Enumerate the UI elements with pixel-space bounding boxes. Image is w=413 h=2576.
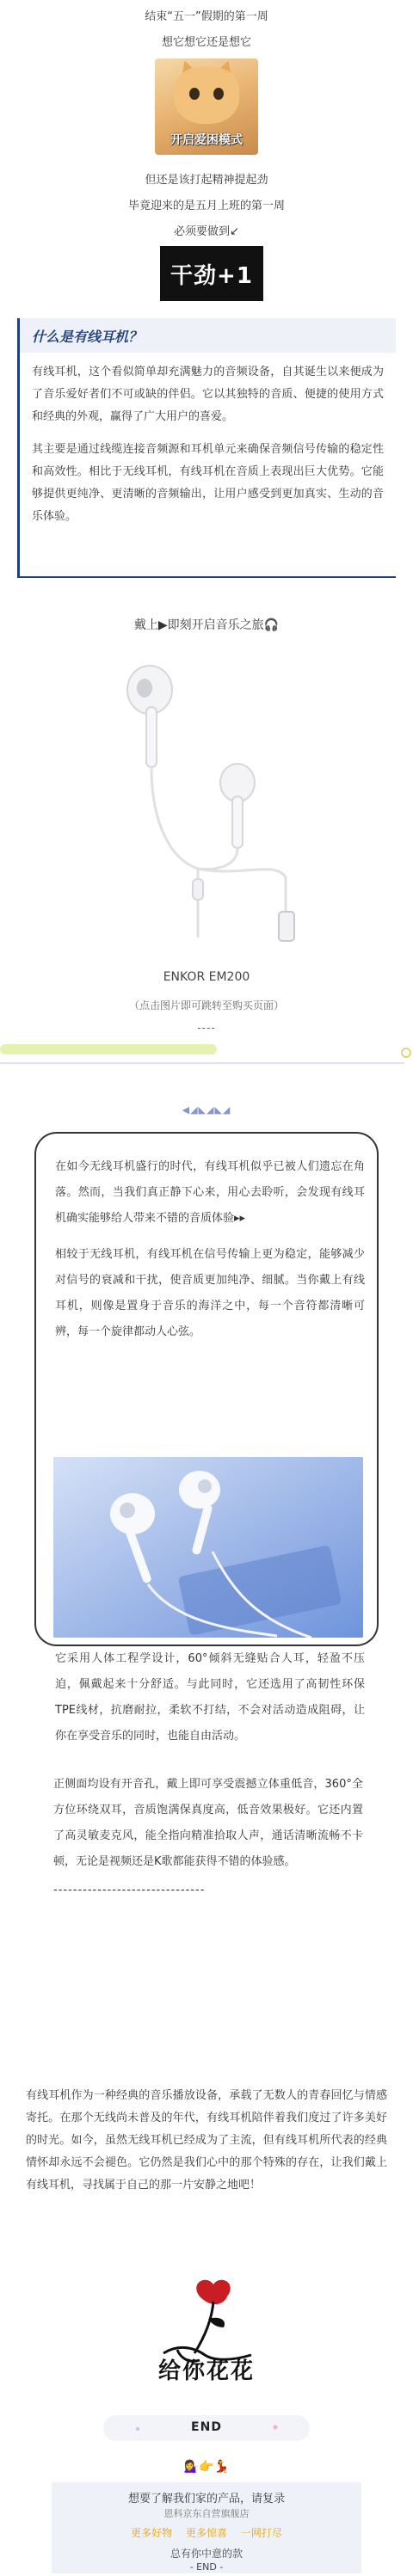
closing-paragraph: 有线耳机作为一种经典的音乐播放设备，承载了无数人的青春回忆与情感寄托。在那个无线尚未普及的年代，有线耳机陪伴着我们度过了许多美好的时光。如今，虽然无线耳机已经成为了主流，但有线耳机所代表的经典情怀却永远不会褪色。它仍然是我们心中的那个特殊的存在，让我们戴上有线耳机，寻找属于自己的那一片安静之地吧！ (26, 2089, 387, 2192)
link-more-goods[interactable]: 更多好物 (131, 2527, 173, 2539)
usb-c-plug-shape (279, 912, 294, 941)
flower-caption: 给你花花 (157, 2358, 255, 2384)
emoji-row: 💁‍♀️👉💃 (183, 2460, 230, 2474)
decorative-divider (0, 1041, 413, 1075)
product-earphone-image[interactable] (103, 654, 310, 955)
contact-footer: 总有你中意的款 (170, 2548, 243, 2560)
card-dashes: ------------------------------- (53, 1884, 206, 1897)
qa-body (20, 353, 396, 528)
qa-title: 什么是有线耳机？ (32, 328, 143, 345)
card-paragraph-2: 相较于无线耳机，有线耳机在信号传输上更为稳定，能够减少对信号的衰减和干扰，使音质更加纯净、细腻。当你戴上有线耳机，则像是置身于音乐的海洋之中，每一个音符都清晰可辨，每一个旋律都动人心弦。 (55, 1248, 365, 1338)
mic-module-shape (193, 879, 203, 900)
earphone-lifestyle-image (53, 1457, 363, 1638)
card-paragraph-1: 在如今无线耳机盛行的时代，有线耳机似乎已被人们遗忘在角落。然而，当我们真正静下心来，用心去聆听，会发现有线耳机确实能够给人带来不错的音质体验▸▸ (55, 1160, 365, 1225)
cat-meme-image (155, 58, 258, 155)
earbud-right-icon (220, 764, 255, 848)
card-paragraph-4: 正侧面均设有开音孔，戴上即可享受震撼立体重低音，360°全方位环绕双耳，音质饱满保真度高，低音效果极好。它还内置了高灵敏麦克风，能全指向精准拾取人声，通话清晰流畅不卡顿，无论是视频还是K歌都能获得不错的体验感。 (53, 1778, 363, 1868)
contact-box (52, 2482, 361, 2573)
contact-links (52, 2525, 361, 2540)
store-name: 恩科京东自营旗舰店 (163, 2508, 250, 2519)
card-paragraph-3: 它采用人体工程学设计，60°倾斜无缝贴合人耳，轻盈不压迫，佩戴起来十分舒适。与此同时，它还选用了高韧性环保TPE线材，抗磨耐拉，柔软不打结，不会对活动造成阻碍，让你在享受音乐的同时，也能自由活动。 (55, 1652, 365, 1743)
cat-face-shape (174, 67, 239, 124)
qa-paragraph-1: 有线耳机，这个看似简单却充满魅力的音频设备，自其诞生以来便成为了音乐爱好者们不可或缺的伴侣。它以其独特的音质、便捷的使用方式和经典的外观，赢得了广大用户的喜爱。 (32, 366, 384, 423)
cat-eye-left (189, 88, 200, 100)
link-more-surprises[interactable]: 更多惊喜 (185, 2527, 227, 2539)
qa-paragraph-2: 其主要是通过线缆连接音频源和耳机单元来确保音频信号传输的稳定性和高效性。相比于无线耳机，有线耳机在音质上表现出巨大优势。它能够提供更纯净、更清晰的音频输出，让用户感受到更加真实、生动的音乐体验。 (32, 443, 384, 523)
intro-line-2: 想它想它还是想它 (161, 36, 251, 49)
earphone-cable-shape (151, 767, 286, 938)
product-dashes: ---- (197, 1022, 216, 1034)
meme-caption: 开启爱困模式 (170, 133, 243, 147)
product-link-note: （点击图片即可跳转至购买页面） (128, 999, 284, 1011)
earbud-left-icon (127, 666, 172, 767)
ganjin-stamp-text: 干劲+1 (170, 262, 253, 289)
product-name: ENKOR EM200 (163, 970, 250, 984)
intro-line-5: 必须要做到↙ (174, 225, 239, 238)
wired-earphone-card (34, 1132, 379, 1743)
qa-header (20, 318, 396, 353)
link-all-in-one[interactable]: 一网打尽 (240, 2527, 282, 2539)
intro-line-1: 结束“五一”假期的第一周 (145, 10, 268, 23)
contact-title: 想要了解我们家的产品，请复录 (127, 2493, 285, 2505)
contact-end: - END - (189, 2561, 224, 2573)
intro-line-3: 但还是该打起精神提起劲 (145, 174, 268, 187)
what-is-wired-earphone-box (17, 318, 396, 578)
cat-eye-right (213, 88, 224, 100)
arrow-divider: ◀◢◣◢◣◢ (182, 1104, 231, 1116)
ganjin-stamp-image (160, 246, 263, 301)
wear-prompt: 戴上▶即刻开启音乐之旅🎧 (133, 618, 280, 632)
intro-line-4: 毕竟迎来的是五月上班的第一周 (127, 200, 285, 212)
end-label: END (191, 2420, 222, 2434)
